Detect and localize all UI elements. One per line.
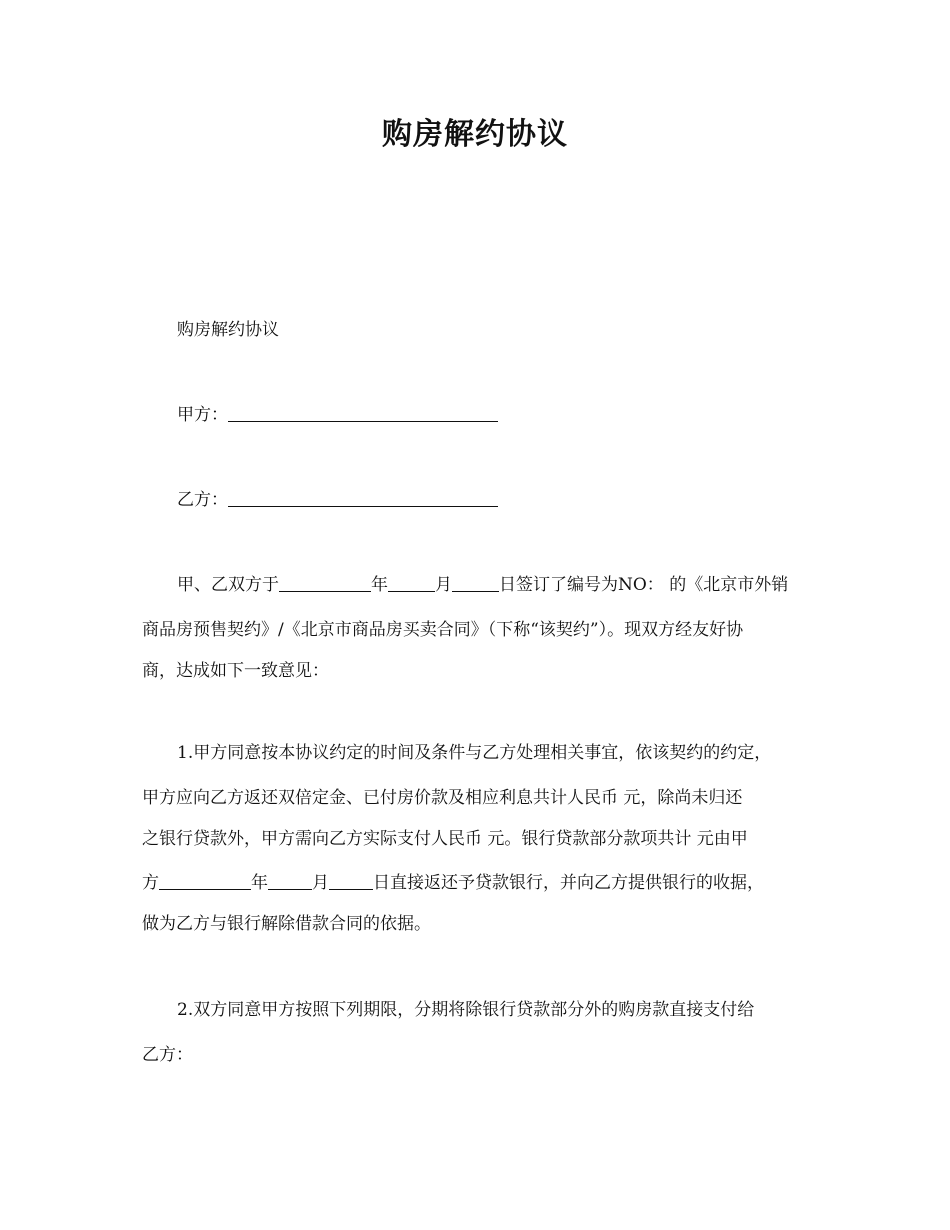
month-blank: [388, 573, 435, 592]
party-b-line: [177, 488, 857, 512]
document-title: 购房解约协议: [382, 117, 568, 152]
clause-1-line-3: 之银行贷款外，甲方需向乙方实际支付人民币 元。银行贷款部分款项共计 元由甲: [142, 829, 748, 849]
month-blank: [268, 871, 312, 890]
intro-line-1: [177, 573, 857, 597]
day-blank: [452, 573, 499, 592]
party-a-label: 甲方：: [177, 405, 228, 425]
clause-text: 月: [312, 873, 329, 893]
intro-text: 日签订了编号为NO： 的《北京市外销: [499, 575, 789, 595]
party-a-blank: [228, 403, 498, 422]
clause-text: 方: [142, 873, 159, 893]
day-blank: [329, 871, 373, 890]
document-subtitle: 购房解约协议: [177, 320, 279, 340]
clause-text: 日直接返还予贷款银行，并向乙方提供银行的收据，: [373, 873, 764, 893]
year-blank: [279, 573, 371, 592]
intro-text: 甲、乙双方于: [177, 575, 279, 595]
clause-1-line-4: [142, 871, 822, 895]
clause-1-line-5: 做为乙方与银行解除借款合同的依据。: [142, 914, 431, 934]
intro-text: 月: [435, 575, 452, 595]
party-a-line: [177, 403, 857, 427]
clause-1-line-1: 1.甲方同意按本协议约定的时间及条件与乙方处理相关事宜，依该契约的约定，: [177, 743, 772, 763]
clause-1-line-2: 甲方应向乙方返还双倍定金、已付房价款及相应利息共计人民币 元，除尚未归还: [142, 788, 743, 808]
intro-line-3: 商，达成如下一致意见：: [142, 661, 329, 681]
party-b-blank: [228, 488, 498, 507]
clause-2-line-2: 乙方：: [142, 1045, 193, 1065]
clause-2-line-1: 2.双方同意甲方按照下列期限，分期将除银行贷款部分外的购房款直接支付给: [177, 1000, 755, 1020]
intro-line-2: 商品房预售契约》/《北京市商品房买卖合同》（下称“该契约”）。现双方经友好协: [142, 620, 744, 640]
clause-text: 年: [251, 873, 268, 893]
intro-text: 年: [371, 575, 388, 595]
party-b-label: 乙方：: [177, 490, 228, 510]
year-blank: [159, 871, 251, 890]
